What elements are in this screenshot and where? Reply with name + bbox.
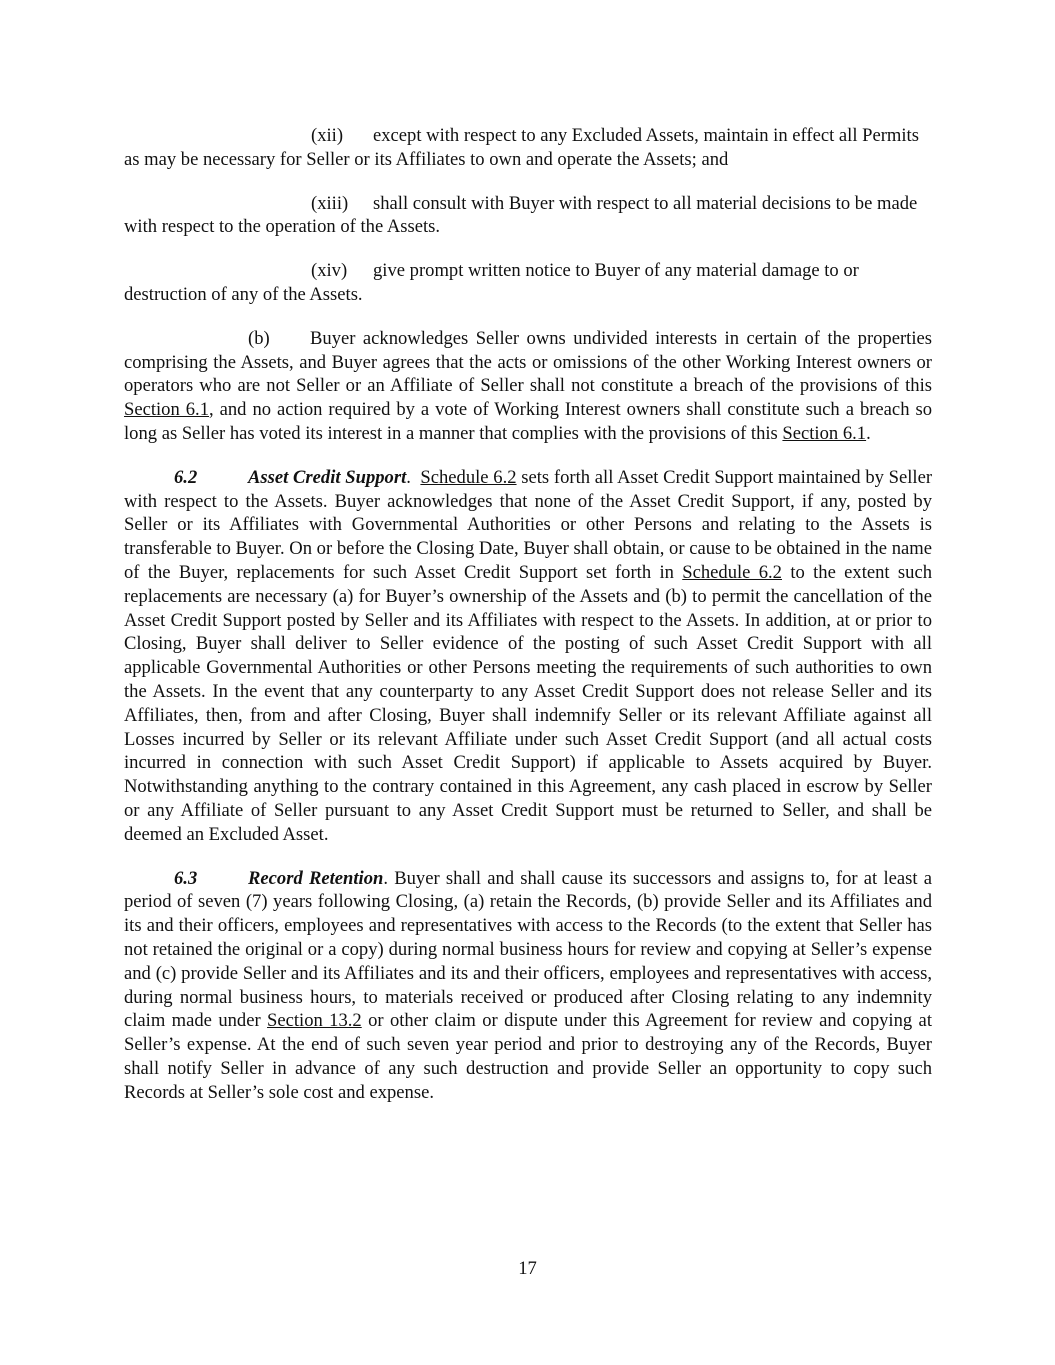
document-page [124, 124, 932, 1124]
section-text: Buyer shall and shall cause its successors and assigns to, for at least a period of seven (7) years following Closing, (a) retain the Records, (b) provide Seller and its Affiliates and its and their officers, employees and representatives with access to the Records (to the extent that Seller has not retained the original or a copy) during normal business hours for review and copying at Seller’s expense and (c) provide Seller and its Affiliates and its and their officers, employees and representatives with access, during normal business hours, to materials received or produced after Closing relating to any indemnity claim made under [124, 867, 932, 1032]
paragraph-text: . [866, 422, 871, 444]
paragraph-b [124, 327, 932, 446]
clause-number: (xiv) [311, 260, 348, 282]
section-reference: Section 13.2 [267, 1010, 362, 1032]
section-text: to the extent such replacements are necessary (a) for Buyer’s ownership of the Assets and (b) to permit the cancellation of the Asset Credit Support posted by Seller and its Affiliates with respect to the Assets. In addition, at or prior to Closing, Buyer shall deliver to Seller evidence of the posting of such Asset Credit Support with all applicable Governmental Authorities or other Persons meeting the requirements of such authorities to own the Assets. In the event that any counterparty to any Asset Credit Support does not release Seller and its Affiliates, then, from and after Closing, Buyer shall indemnify Seller or its relevant Affiliate against all Losses incurred by Seller or its relevant Affiliate under such Asset Credit Support (and all actual costs incurred in connection with such Asset Credit Support) if applicable to Assets acquired by Buyer. Notwithstanding anything to the contrary contained in this Agreement, any cash placed in escrow by Seller or any Affiliate of Seller pursuant to any Asset Credit Support must be returned to Seller, and shall be deemed an Excluded Asset. [124, 561, 932, 845]
section-text: or other claim or dispute under this Agreement for review and copying at Seller’s expense. At the end of such seven year period and prior to destroying any of the Records, Buyer shall notify Seller in advance of any such destruction and provide Seller an opportunity to copy such Records at Seller’s sole cost and expense. [124, 1010, 932, 1103]
section-6-3 [124, 867, 932, 1105]
section-title: Asset Credit Support [248, 466, 407, 488]
section-title-end: . [383, 867, 388, 889]
clause-text: give prompt written notice to Buyer of any material damage to or destruction of any of the Assets. [124, 260, 859, 305]
paragraph-number: (b) [248, 327, 270, 349]
schedule-reference: Schedule 6.2 [420, 466, 517, 488]
section-reference: Section 6.1 [124, 399, 209, 421]
clause-number: (xiii) [311, 192, 349, 214]
section-title-end: . [406, 466, 411, 488]
schedule-reference: Schedule 6.2 [682, 561, 782, 583]
clause-text: except with respect to any Excluded Assets, maintain in effect all Permits as may be necessary for Seller or its Affiliates to own and operate the Assets; and [124, 125, 919, 170]
page-number: 17 [518, 1258, 537, 1279]
clause-xii [124, 124, 932, 172]
section-6-2 [124, 466, 932, 847]
section-title: Record Retention [248, 867, 384, 889]
clause-text: shall consult with Buyer with respect to all material decisions to be made with respect to the operation of the Assets. [124, 192, 918, 238]
section-text: sets forth all Asset Credit Support maintained by Seller with respect to the Assets. Buyer acknowledges that none of the Asset Credit Support, if any, posted by Seller or its Affiliates with Governmental Authorities or other Persons and relating to the Assets is transferable to Buyer. On or before the Closing Date, Buyer shall obtain, or cause to be obtained in the name of the Buyer, replacements for such Asset Credit Support set forth in [124, 466, 933, 583]
section-reference: Section 6.1 [782, 422, 867, 444]
section-number: 6.2 [174, 466, 198, 488]
clause-xiii [124, 192, 932, 240]
spacer [411, 467, 420, 488]
section-number: 6.3 [174, 867, 198, 889]
clause-number: (xii) [311, 125, 344, 146]
clause-xiv [124, 259, 932, 307]
paragraph-text: Buyer acknowledges Seller owns undivided interests in certain of the properties comprising the Assets, and Buyer agrees that the acts or omissions of the other Working Interest owners or operators who are not Seller or an Affiliate of Seller shall not constitute a breach of the provisions of this [124, 327, 932, 397]
paragraph-text: , and no action required by a vote of Working Interest owners shall constitute such a breach so long as Seller has voted its interest in a manner that complies with the provisions of this [124, 399, 932, 444]
